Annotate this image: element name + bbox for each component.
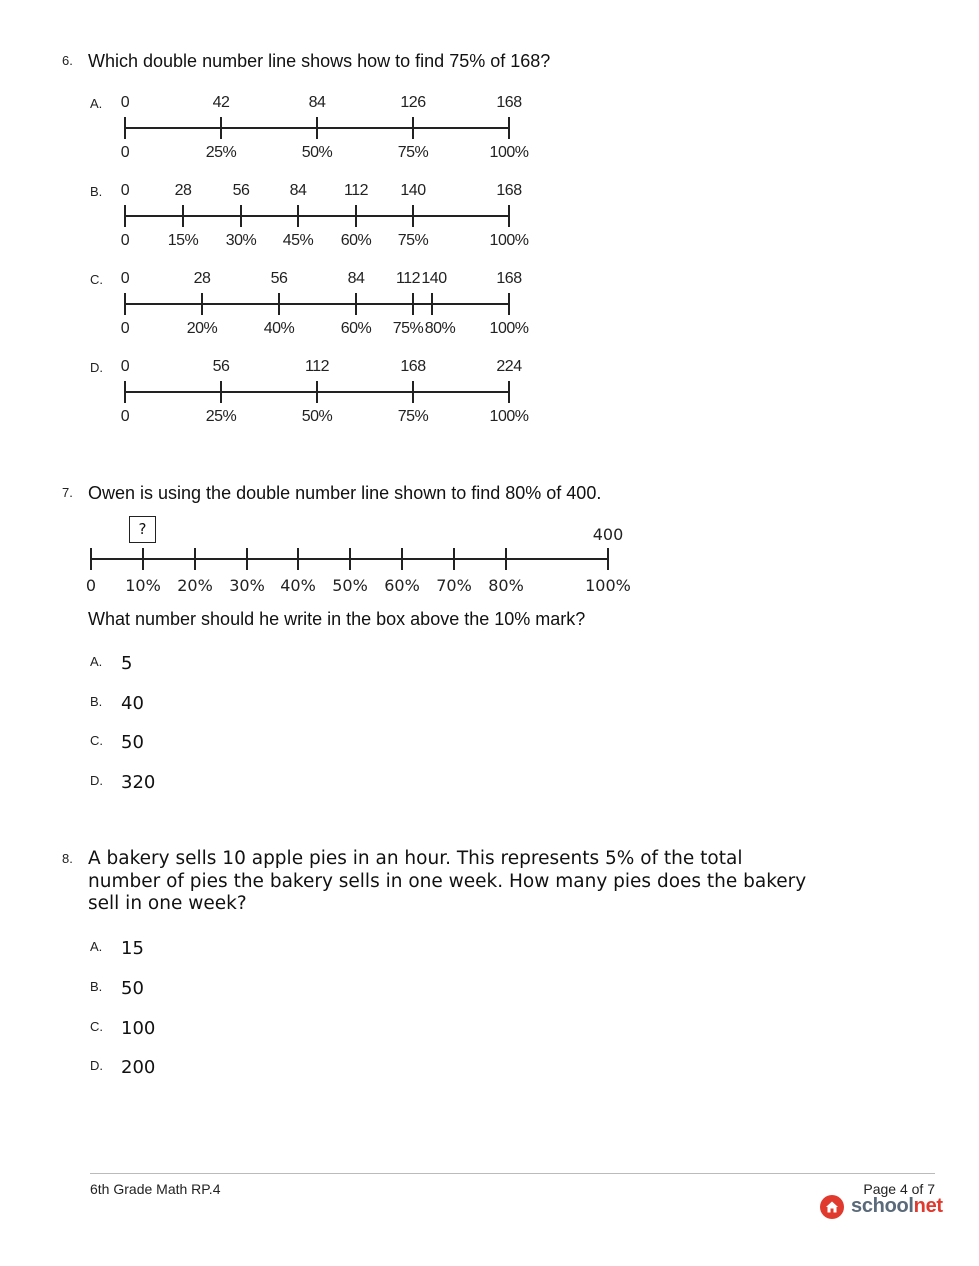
q6-tick: [508, 381, 510, 403]
q6-top-label: 126: [400, 94, 426, 111]
q7-tick: [505, 548, 507, 570]
option-value: 100: [121, 1018, 156, 1039]
question-6-number: 6.: [62, 53, 73, 68]
q6-bottom-label: 25%: [205, 408, 237, 425]
q6-bottom-label: 80%: [424, 320, 456, 337]
q6-top-label: 84: [347, 270, 365, 287]
q6-top-label: 56: [232, 182, 250, 199]
q7-option-1[interactable]: [90, 653, 290, 677]
q7-bottom-label: 60%: [384, 576, 420, 595]
q6-top-label: 42: [212, 94, 230, 111]
option-letter: A.: [90, 939, 103, 954]
option-letter: D.: [90, 773, 103, 788]
q6-top-label: 84: [308, 94, 326, 111]
q6-bottom-label: 0: [120, 408, 130, 425]
q6-bottom-label: 75%: [397, 232, 429, 249]
q6-top-label: 56: [212, 358, 230, 375]
q6-bottom-label: 75%: [392, 320, 424, 337]
q6-top-label: 0: [120, 182, 130, 199]
q6-bottom-label: 50%: [301, 144, 333, 161]
option-value: 15: [121, 938, 144, 959]
q6-top-label: 140: [400, 182, 426, 199]
q6-tick: [355, 205, 357, 227]
q6-bottom-label: 50%: [301, 408, 333, 425]
option-letter: D.: [90, 1058, 103, 1073]
q6-bottom-label: 15%: [167, 232, 199, 249]
option-letter: A.: [90, 654, 103, 669]
q7-bottom-label: 10%: [125, 576, 161, 595]
q6-tick: [431, 293, 433, 315]
q6-bottom-label: 100%: [489, 408, 529, 425]
q7-tick: [453, 548, 455, 570]
footer-divider: [90, 1173, 935, 1174]
q6-tick: [220, 381, 222, 403]
q6-tick: [124, 117, 126, 139]
q7-tick: [401, 548, 403, 570]
q6-tick: [182, 205, 184, 227]
q6-top-label: 224: [496, 358, 522, 375]
q6-tick: [124, 205, 126, 227]
option-value: 50: [121, 732, 144, 753]
q8-option-3[interactable]: [90, 1018, 290, 1042]
q6-bottom-label: 45%: [282, 232, 314, 249]
option-letter: C.: [90, 733, 103, 748]
q6-tick: [508, 293, 510, 315]
q6-tick: [297, 205, 299, 227]
q6-bottom-label: 0: [120, 232, 130, 249]
q6-bottom-label: 20%: [186, 320, 218, 337]
q7-tick: [90, 548, 92, 570]
q6-top-label: 0: [120, 358, 130, 375]
q6-bottom-label: 40%: [263, 320, 295, 337]
q6-tick: [508, 205, 510, 227]
q7-bottom-label: 40%: [280, 576, 316, 595]
q6-bottom-label: 100%: [489, 144, 529, 161]
question-7-prompt: What number should he write in the box above the 10% mark?: [88, 609, 586, 629]
q6-tick: [278, 293, 280, 315]
q6-top-label: 168: [496, 94, 522, 111]
q7-tick: [142, 548, 144, 570]
q7-bottom-label: 30%: [229, 576, 265, 595]
q6-bottom-label: 25%: [205, 144, 237, 161]
q6-top-label: 112: [395, 270, 421, 287]
q6-top-label: 168: [400, 358, 426, 375]
q6-bottom-label: 0: [120, 320, 130, 337]
house-icon: [820, 1195, 844, 1219]
q6-tick: [412, 205, 414, 227]
footer-page-number: Page 4 of 7: [863, 1181, 935, 1197]
q8-option-1[interactable]: [90, 938, 290, 962]
q6-bottom-label: 60%: [340, 232, 372, 249]
q6-option-letter[interactable]: D.: [90, 360, 103, 375]
q6-option-letter[interactable]: B.: [90, 184, 103, 199]
q8-option-4[interactable]: [90, 1057, 290, 1081]
q7-bottom-label: 70%: [436, 576, 472, 595]
option-value: 5: [121, 653, 133, 674]
q7-bottom-label: 80%: [488, 576, 524, 595]
answer-box-label: ?: [138, 520, 147, 538]
q6-axis-line: [125, 303, 510, 305]
logo-text-school: school: [851, 1195, 914, 1217]
q6-top-label: 0: [120, 94, 130, 111]
q6-top-label: 112: [304, 358, 330, 375]
q8-option-2[interactable]: [90, 978, 290, 1002]
q7-option-2[interactable]: [90, 693, 290, 717]
q7-tick: [349, 548, 351, 570]
question-8-text: A bakery sells 10 apple pies in an hour. This represents 5% of the total number of pies the bakery sells in one week. How many pies does the bakery sell in one week?: [88, 848, 807, 914]
q6-bottom-label: 100%: [489, 320, 529, 337]
q7-bottom-label: 20%: [177, 576, 213, 595]
q7-bottom-label: 0: [85, 576, 97, 595]
q7-option-3[interactable]: [90, 732, 290, 756]
logo-text-net: net: [913, 1195, 943, 1217]
option-value: 50: [121, 978, 144, 999]
q6-bottom-label: 0: [120, 144, 130, 161]
q6-top-label: 0: [120, 270, 130, 287]
q6-top-label: 168: [496, 270, 522, 287]
q6-tick: [220, 117, 222, 139]
q7-tick: [246, 548, 248, 570]
q6-tick: [316, 381, 318, 403]
q6-bottom-label: 75%: [397, 144, 429, 161]
q6-tick: [316, 117, 318, 139]
q7-tick: [194, 548, 196, 570]
q6-bottom-label: 30%: [225, 232, 257, 249]
footer-course-title: 6th Grade Math RP.4: [90, 1181, 221, 1197]
q6-option-letter[interactable]: C.: [90, 272, 103, 287]
option-value: 320: [121, 772, 156, 793]
q6-bottom-label: 60%: [340, 320, 372, 337]
question-7-text: Owen is using the double number line shown to find 80% of 400.: [88, 483, 602, 503]
q7-tick: [297, 548, 299, 570]
q7-tick: [607, 548, 609, 570]
option-letter: C.: [90, 1019, 103, 1034]
q6-tick: [201, 293, 203, 315]
q6-top-label: 56: [270, 270, 288, 287]
q6-tick: [508, 117, 510, 139]
q6-bottom-label: 75%: [397, 408, 429, 425]
q6-top-label: 168: [496, 182, 522, 199]
q6-top-label: 140: [421, 270, 447, 287]
option-value: 40: [121, 693, 144, 714]
q7-bottom-label: 50%: [332, 576, 368, 595]
q6-top-label: 112: [343, 182, 369, 199]
q7-top-end-label: 400: [592, 525, 624, 544]
q7-option-4[interactable]: [90, 772, 290, 796]
q6-tick: [412, 293, 414, 315]
question-6-text: Which double number line shows how to find 75% of 168?: [88, 51, 551, 71]
q6-top-label: 84: [289, 182, 307, 199]
q6-tick: [240, 205, 242, 227]
q6-top-label: 28: [174, 182, 192, 199]
question-7-number: 7.: [62, 485, 73, 500]
option-letter: B.: [90, 694, 103, 709]
answer-box: [129, 516, 156, 543]
q6-tick: [412, 381, 414, 403]
q6-tick: [124, 293, 126, 315]
q7-bottom-label: 100%: [585, 576, 631, 595]
question-8-number: 8.: [62, 851, 73, 866]
q6-top-label: 28: [193, 270, 211, 287]
q6-tick: [412, 117, 414, 139]
q6-tick: [124, 381, 126, 403]
option-letter: B.: [90, 979, 103, 994]
schoolnet-logo: [820, 1195, 943, 1219]
q6-tick: [355, 293, 357, 315]
q6-option-letter[interactable]: A.: [90, 96, 103, 111]
option-value: 200: [121, 1057, 156, 1078]
q6-bottom-label: 100%: [489, 232, 529, 249]
